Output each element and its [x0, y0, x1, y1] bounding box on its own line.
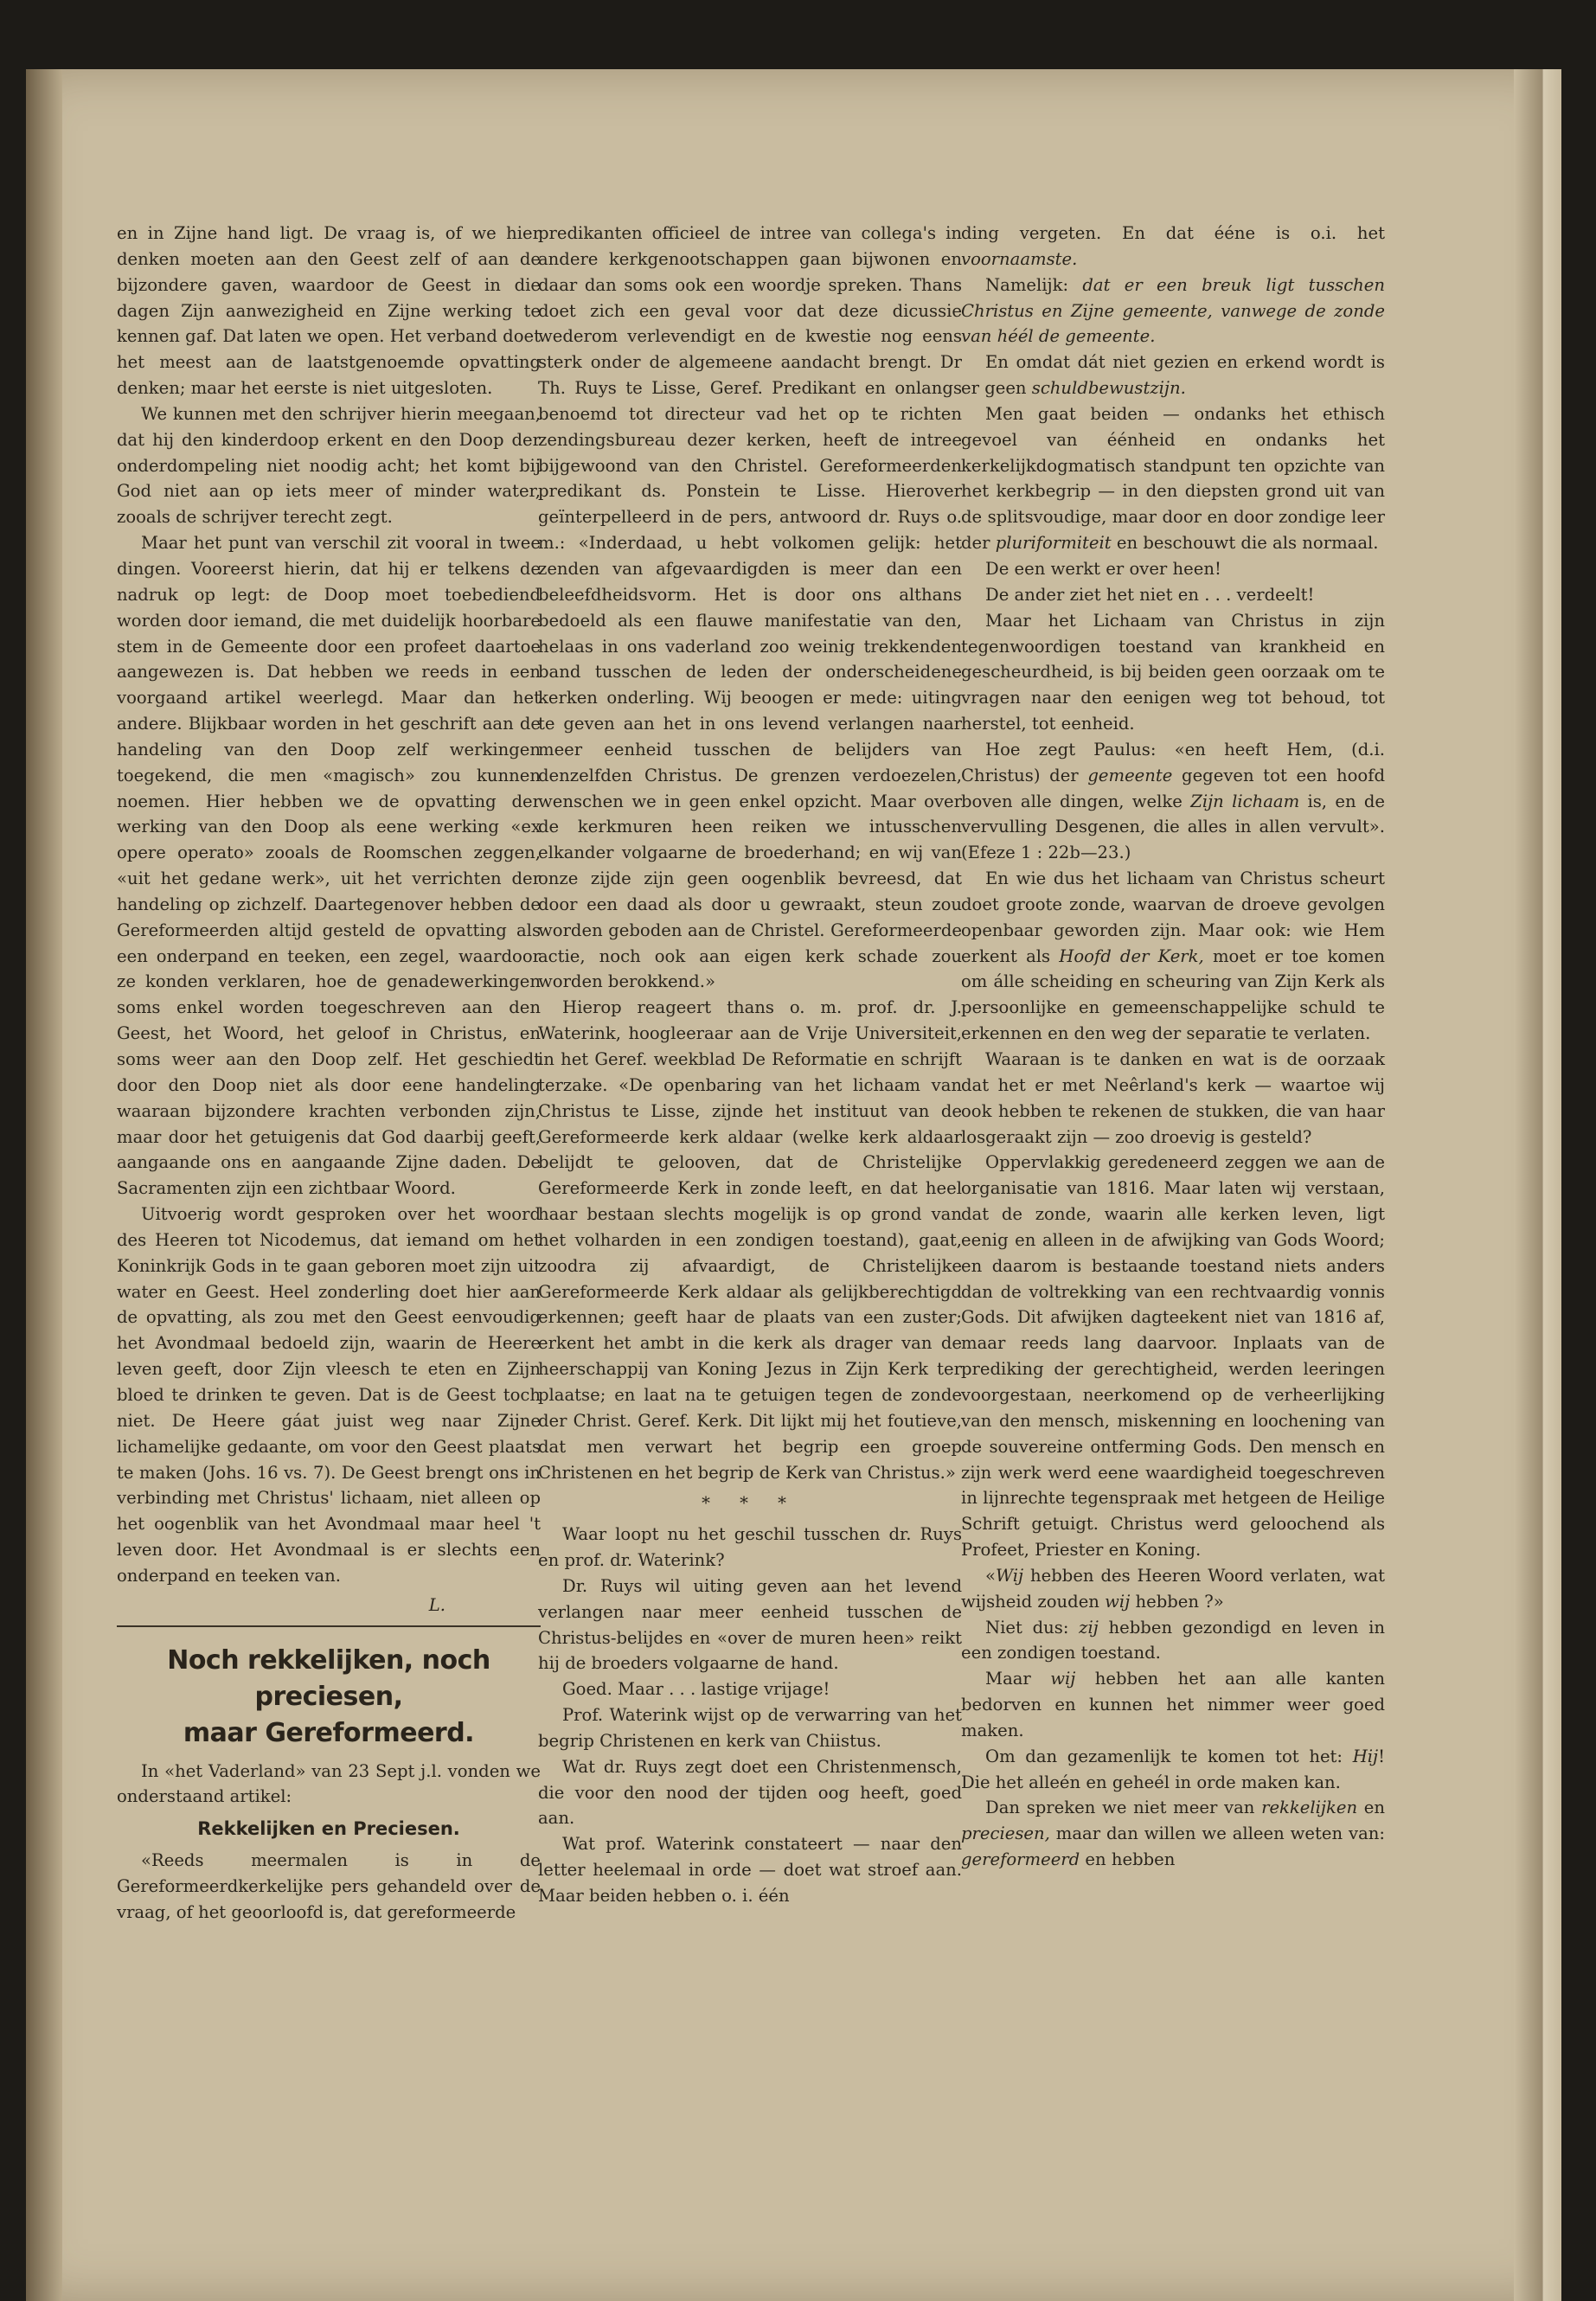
paragraph — [961, 866, 1385, 1047]
text-run: ! Die het alleén en geheél in orde maken kan. — [961, 1746, 1385, 1792]
column-2 — [538, 221, 962, 1909]
text-run: Namelijk: — [985, 274, 1083, 295]
text-run: Niet dus: — [985, 1617, 1080, 1638]
paragraph: De een werkt er over heen! — [985, 558, 1221, 579]
italic-text: zij — [1079, 1617, 1099, 1638]
paragraph: Hierop reageert thans o. m. prof. dr. J. Waterink, hoogleeraar aan de Vrije Universiteit, in het Geref. weekblad De Reformatie en schrijft terzake. «De openbaring van het lichaam van Christus te Lisse, zijnde het instituut van de Gereformeerde kerk aldaar (welke kerk aldaar belijdt te gelooven, dat de Christelijke Gereformeerde Kerk in zonde leeft, en dat heel haar bestaan slechts mogelijk is op grond van het volharden in een zondigen toestand), gaat, zoodra zij afvaardigt, de Christelijke Gereformeerde Kerk aldaar als gelijkberechtigd erkennen; geeft haar de plaats van een zuster; erkent het ambt in die kerk als drager van de heerschappij van Koning Jezus in Zijn Kerk ter plaatse; en laat na te getuigen tegen de zonde der Christ. Geref. Kerk. Dit lijkt mij het foutieve, dat men verwart het begrip een groep Christenen en het begrip de Kerk van Christus.» — [538, 997, 962, 1483]
paragraph — [961, 737, 1385, 866]
text-run: moet er toe komen om álle scheiding en scheuring van Zijn Kerk als persoonlijke en gemeenschappelijke schuld te erkennen en den weg der separatie te verlaten. — [961, 945, 1385, 1044]
column-3 — [961, 221, 1385, 1873]
text-run: En omdat dát niet gezien en erkend wordt is er geen — [961, 352, 1385, 399]
italic-text: Zijn lichaam — [1190, 791, 1300, 811]
paragraph — [961, 272, 1385, 350]
paragraph — [961, 221, 1385, 272]
paragraph: Maar het punt van verschil zit vooral in twee dingen. Vooreerst hierin, dat hij er telkens de nadruk op legt: de Doop moet toebediend worden door iemand, die met duidelijk hoorbare stem in de Gemeente door een profeet daartoe aangewezen is. Dat hebben we reeds in een voorgaand artikel weerlegd. Maar dan het andere. Blijkbaar worden in het geschrift aan de handeling van den Doop zelf werkingen toegekend, die men «magisch» zou kunnen noemen. Hier hebben we de opvatting der werking van den Doop als eene werking «ex opere operato» zooals de Roomschen zeggen, «uit het gedane werk», uit het verrichten der handeling op zichzelf. Daartegenover hebben de Gereformeerden altijd gesteld de opvatting als een onderpand en teeken, een zegel, waardoor ze konden verklaren, hoe de genadewerkingen soms enkel worden toegeschreven aan den Geest, het Woord, het geloof in Christus, en soms weer aan den Doop zelf. Het geschiedt door den Doop niet als door eene handeling waaraan bijzondere krachten verbonden zijn, maar door het getuigenis dat God daarbij geeft, aangaande ons en aangaande Zijne daden. De Sacramenten zijn een zichtbaar Woord. — [117, 533, 541, 1199]
text-run: gegeven tot een hoofd boven alle dingen, welke — [961, 765, 1385, 811]
paragraph — [961, 349, 1385, 401]
paragraph: Uitvoerig wordt gesproken over het woord des Heeren tot Nicodemus, dat iemand om het Koninkrijk Gods in te gaan geboren moet zijn uit water en Geest. Heel zonderling doet hier aan de opvatting, als zou met den Geest eenvoudig het Avondmaal bedoeld zijn, waarin de Heere leven geeft, door Zijn vleesch te eten en Zijn bloed te drinken te geven. Dat is de Geest toch niet. De Heere gáat juist weg naar Zijne lichamelijke gedaante, om voor den Geest plaats te maken (Johs. 16 vs. 7). De Geest brengt ons in verbinding met Christus' lichaam, niet alleen op het oogenblik van het Avondmaal maar heel 't leven door. Het Avondmaal is er slechts een onderpand en teeken van. — [117, 1204, 541, 1586]
newspaper-page — [26, 69, 1561, 2301]
paragraph: Goed. Maar . . . lastige vrijage! — [562, 1679, 830, 1700]
paragraph: Waaraan is te danken en wat is de oorzaak dat het er met Neêrland's kerk — waartoe wij ook hebben te rekenen de stukken, die van haar losgeraakt zijn — zoo droevig is gesteld? — [961, 1049, 1385, 1147]
italic-text: voornaamste. — [961, 248, 1078, 269]
paragraph: en in Zijne hand ligt. De vraag is, of we hier denken moeten aan den Geest zelf of aan de bijzondere gaven, waardoor de Geest in die dagen Zijn aanwezigheid en Zijne werking te kennen gaf. Dat laten we open. Het verband doet het meest aan de laatstgenoemde opvatting denken; maar het eerste is niet uitgesloten. — [117, 223, 541, 399]
headline-line-1: Noch rekkelijken, noch preciesen, — [167, 1644, 490, 1712]
paragraph — [961, 1563, 1385, 1615]
italic-text: wij — [1050, 1669, 1076, 1689]
text-run: is, en de vervulling Desgenen, die alles in allen vervult». (Efeze 1 : 22b—23.) — [961, 791, 1386, 863]
text-run: hebben het aan alle kanten bedorven en kunnen het nimmer weer goed maken. — [961, 1669, 1385, 1740]
italic-text: wij — [1105, 1591, 1131, 1612]
paragraph: Maar het Lichaam van Christus in zijn tegenwoordigen toestand van krankheid en gescheurdheid, is bij beiden geen oorzaak om te vragen naar den eenigen weg tot behoud, tot herstel, tot eenheid. — [961, 610, 1385, 734]
italic-text: gemeente — [1087, 765, 1173, 785]
paragraph: Waar loopt nu het geschil tusschen dr. Ruys en prof. dr. Waterink? — [538, 1524, 962, 1571]
italic-text: gereformeerd — [961, 1849, 1080, 1870]
author-signature: L. — [428, 1594, 445, 1615]
italic-text: Hoofd der Kerk, — [1059, 945, 1204, 966]
article-divider — [117, 1625, 541, 1627]
paragraph: Wat dr. Ruys zegt doet een Christenmensch, die voor den nood der tijden oog heeft, goed aan. — [538, 1756, 962, 1829]
text-run: En wie dus het lichaam van Christus scheurt doet groote zonde, waarvan de droeve gevolgen openbaar geworden zijn. Maar ook: wie Hem erkent als — [961, 868, 1385, 966]
article-subheading: Rekkelijken en Preciesen. — [197, 1818, 460, 1840]
text-run: Hoe zegt Paulus: «en heeft Hem, (d.i. Christus) der — [961, 739, 1385, 785]
paragraph: Dr. Ruys wil uiting geven aan het levend verlangen naar meer eenheid tusschen de Christus-belijdes en «over de muren heen» reikt hij de broeders volgaarne de hand. — [538, 1575, 962, 1674]
text-run: Maar — [985, 1669, 1051, 1689]
paragraph: Wat prof. Waterink constateert — naar den letter heelemaal in orde — doet wat stroef aan. Maar beiden hebben o. i. één — [538, 1834, 962, 1906]
paragraph: Oppervlakkig geredeneerd zeggen we aan de organisatie van 1816. Maar laten wij verstaan, dat de zonde, waarin alle kerken leven, ligt eenig en alleen in de afwijking van Gods Woord; en daarom is bestaande toestand niets anders dan de voltrekking van een rechtvaardig vonnis Gods. Dit afwijken dagteekent niet van 1816 af, maar reeds lang daarvoor. Inplaats van de prediking der gerechtigheid, werden leeringen voorgestaan, neerkomend op de verheerlijking van den mensch, miskenning en loochening van de souvereine ontferming Gods. Den mensch en zijn werk werd eene waardigheid toegeschreven in lijnrechte tegenspraak met hetgeen de Heilige Schrift getuigt. Christus werd geloochend als Profeet, Priester en Koning. — [961, 1152, 1385, 1561]
paragraph — [961, 1795, 1385, 1873]
text-run: Men gaat beiden — ondanks het ethisch gevoel van éénheid en ondanks het kerkelijkdogmatisch standpunt ten opzichte van het kerkbegrip — in den diepsten grond uit van de splitsvoudige, maar door en door zondige leer der — [961, 403, 1385, 554]
paragraph: Prof. Waterink wijst op de verwarring van het begrip Christenen en kerk van Chiistus. — [538, 1705, 962, 1751]
italic-text: rekkelijken — [1261, 1798, 1358, 1818]
paragraph — [961, 1666, 1385, 1744]
text-run: Om dan gezamenlijk te komen tot het: — [985, 1746, 1353, 1766]
text-run: hebben ?» — [1130, 1591, 1224, 1612]
text-run: hebben gezondigd en leven in een zondigen toestand. — [961, 1617, 1385, 1663]
italic-text: dat er een breuk ligt tusschen Christus en Zijne gemeente, vanwege de zonde van héél de gemeente. — [961, 274, 1386, 347]
paragraph: De ander ziet het niet en . . . verdeelt! — [985, 584, 1315, 605]
italic-text: preciesen, — [961, 1823, 1050, 1844]
text-run: en — [1357, 1798, 1385, 1818]
italic-text: pluriformiteit — [995, 533, 1112, 554]
text-run: Dan spreken we niet meer van — [985, 1798, 1262, 1818]
paragraph: predikanten officieel de intree van collega's in andere kerkgenootschappen gaan bijwonen en daar dan soms ook een woordje spreken. Thans doet zich een geval voor dat deze dicussie wederom verlevendigt en de kwestie nog eens sterk onder de algemeene aandacht brengt. Dr Th. Ruys te Lisse, Geref. Predikant en onlangs benoemd tot directeur vad het op te richten zendingsbureau dezer kerken, heeft de intree bijgewoond van den Christel. Gereformeerden predikant ds. Ponstein te Lisse. Hierover geïnterpelleerd in de pers, antwoord dr. Ruys o. m.: «Inderdaad, u hebt volkomen gelijk: het zenden van afgevaardigden is meer dan een beleefdheidsvorm. Het is door ons althans bedoeld als een flauwe manifestatie van den, helaas in ons vaderland zoo weinig trekkenden band tusschen de leden der onderscheidene kerken onderling. Wij beoogen er mede: uiting te geven aan het in ons levend verlangen naar meer eenheid tusschen de belijders van denzelfden Christus. De grenzen verdoezelen, wenschen we in geen enkel opzicht. Maar over de kerkmuren heen reiken we intusschen elkander volgaarne de broederhand; en wij van onze zijde zijn geen oogenblik bevreesd, dat door een daad als door u gewraakt, steun zou worden geboden aan de Christel. Gereformeerde actie, noch ook aan eigen kerk schade zou worden berokkend.» — [538, 223, 962, 992]
text-run: maar dan willen we alleen weten van: — [1049, 1823, 1385, 1844]
section-separator: * * * — [702, 1493, 798, 1514]
paragraph — [961, 1615, 1385, 1667]
article-headline — [117, 1643, 541, 1752]
text-run: en hebben — [1080, 1849, 1176, 1870]
italic-text: schuldbewustzijn. — [1031, 378, 1186, 399]
quote-paragraph: «Reeds meermalen is in de Gereformeerdkerkelijke pers gehandeld over de vraag, of het geoorloofd is, dat gereformeerde — [117, 1850, 541, 1922]
text-run: en beschouwt die als normaal. — [1111, 533, 1379, 554]
italic-text: Wij — [996, 1565, 1024, 1586]
paragraph — [961, 401, 1385, 556]
italic-text: Hij — [1352, 1746, 1379, 1766]
text-run: ding vergeten. En dat ééne is o.i. het — [961, 223, 1385, 243]
paragraph — [961, 1744, 1385, 1796]
paragraph: We kunnen met den schrijver hierin meegaan, dat hij den kinderdoop erkent en den Doop der onderdompeling niet noodig acht; het komt bij God niet aan op iets meer of minder water, zooals de schrijver terecht zegt. — [117, 403, 541, 528]
headline-line-2: maar Gereformeerd. — [183, 1717, 475, 1748]
text-run: « — [985, 1565, 996, 1586]
article-intro: In «het Vaderland» van 23 Sept j.l. vonden we onderstaand artikel: — [117, 1760, 541, 1807]
column-1 — [117, 221, 541, 1926]
text-run: hebben des Heeren Woord verlaten, wat wijsheid zouden — [961, 1565, 1385, 1612]
